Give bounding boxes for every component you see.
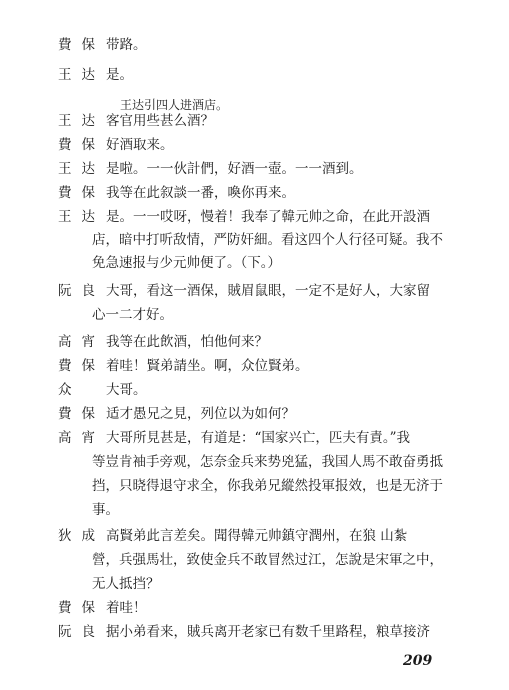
- dialogue-text: 是啦。一一伙計們，好酒一壺。一一酒到。: [106, 161, 363, 177]
- dialogue-line: [58, 381, 147, 399]
- speaker-name: 众: [58, 382, 82, 398]
- page-number: 209: [403, 653, 433, 669]
- speaker-name: 費保: [58, 406, 105, 422]
- dialogue-line: [58, 333, 268, 351]
- dialogue-line: [58, 599, 147, 617]
- continuation-line: 挡，只晓得退守求全，你我弟兄縱然投軍报效，也是无济于: [92, 478, 443, 494]
- dialogue-text: 高賢弟此言差矣。聞得韓元帅鎮守潤州，在狼 山紮: [106, 528, 408, 544]
- continuation-line: 心一二才好。: [92, 307, 173, 323]
- dialogue-line: [58, 208, 430, 226]
- speaker-name: 王达: [58, 161, 105, 177]
- dialogue-text: 客官用些甚么酒？: [106, 113, 214, 129]
- speaker-name: 高宵: [58, 334, 105, 350]
- dialogue-text: 大哥。: [106, 382, 147, 398]
- dialogue-text: 是。一一哎呀，慢着！我奉了韓元帅之命，在此开設酒: [106, 209, 430, 225]
- dialogue-line: [58, 66, 133, 84]
- speaker-name: 狄成: [58, 528, 105, 544]
- dialogue-line: [58, 429, 410, 447]
- dialogue-text: 据小弟看来，賊兵离开老家已有数千里路程，粮草接济: [106, 624, 430, 640]
- speaker-name: 王达: [58, 67, 105, 83]
- speaker-name: 王达: [58, 209, 105, 225]
- dialogue-text: 大哥，看这一酒保，賊眉鼠眼，一定不是好人，大家留: [106, 283, 430, 299]
- dialogue-text: 好酒取来。: [106, 137, 174, 153]
- dialogue-line: [58, 527, 407, 545]
- dialogue-text: 着哇！賢弟請坐。啊，众位賢弟。: [106, 358, 309, 374]
- continuation-line: 等豈肯袖手旁观，怎奈金兵来势兇猛，我国人馬不敢奋勇抵: [92, 454, 443, 470]
- dialogue-line: [58, 184, 295, 202]
- dialogue-text: 大哥所見甚是，有道是：“国家兴亡，匹夫有責。”我: [106, 430, 411, 446]
- dialogue-text: 我等在此飲酒，怕他何来？: [106, 334, 268, 350]
- speaker-name: 費保: [58, 600, 105, 616]
- continuation-line: 營，兵强馬壮，致使金兵不敢冒然过江，怎說是宋軍之中，: [92, 552, 443, 568]
- continuation-line: 店，暗中打听敌情，严防奸細。看这四个人行径可疑。我不: [92, 232, 443, 248]
- dialogue-line: [58, 136, 174, 154]
- stage-direction: 王达引四人进酒店。: [120, 98, 229, 112]
- speaker-name: 阮良: [58, 624, 105, 640]
- dialogue-line: [58, 282, 430, 300]
- continuation-line: 事。: [92, 502, 119, 518]
- dialogue-text: 我等在此叙談一番，喚你再来。: [106, 185, 295, 201]
- dialogue-line: [58, 623, 430, 641]
- speaker-name: 費保: [58, 185, 105, 201]
- speaker-name: 費保: [58, 358, 105, 374]
- dialogue-text: 着哇！: [106, 600, 147, 616]
- speaker-name: 費保: [58, 137, 105, 153]
- speaker-name: 高宵: [58, 430, 105, 446]
- dialogue-line: [58, 405, 295, 423]
- dialogue-line: [58, 357, 309, 375]
- continuation-line: 无人抵挡？: [92, 576, 160, 592]
- speaker-name: 阮良: [58, 283, 105, 299]
- dialogue-text: 是。: [106, 67, 133, 83]
- dialogue-line: [58, 160, 363, 178]
- dialogue-text: 适才愚兄之見，列位以为如何？: [106, 406, 295, 422]
- dialogue-line: [58, 112, 214, 130]
- dialogue-text: 带路。: [106, 37, 147, 53]
- speaker-name: 費保: [58, 37, 105, 53]
- speaker-name: 王达: [58, 113, 105, 129]
- dialogue-line: [58, 36, 147, 54]
- continuation-line: 免急速报与少元帅便了。（下。）: [92, 255, 281, 271]
